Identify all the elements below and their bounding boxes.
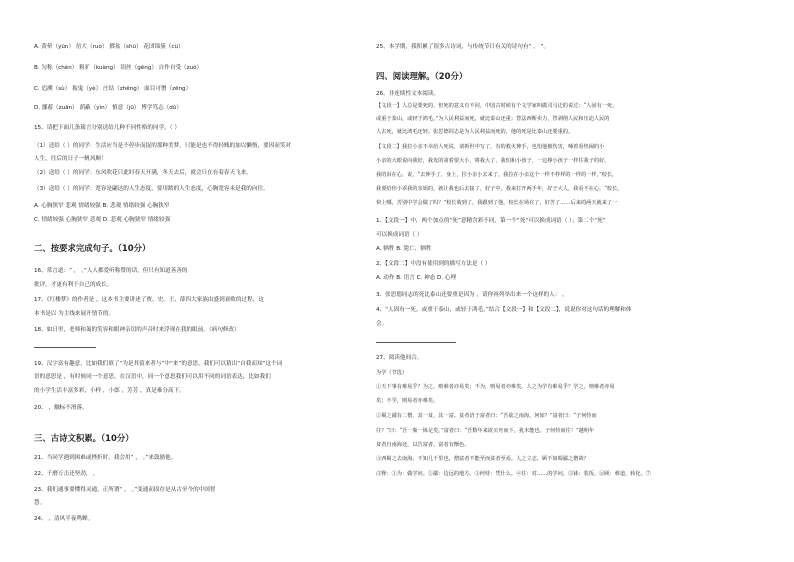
reading-passage-2-line2: 小亲的大眼说向我好，我发的第着要大小，将我大了，我怕和小孩子，一边撑小孩子一样往我子的好， (376, 158, 610, 164)
q17-line2: 本书是以 为主线来展开情节的。 (34, 311, 115, 317)
reading-passage-2-line5: 快上哪，苦别中学会做了吗？”校长收到了，我跟到了他，校长在场在了，好苦了……后来的两天就来了一 (376, 200, 618, 206)
reading-q2: 2、【文段二】中没有使用到的描写方法是（ ） (376, 261, 491, 267)
classical-line3: ②蜀之鄙有二僧，其一贫，其一富。贫者语于富者曰：“吾欲之南海，何如？”富者曰：“子何恃而 (376, 413, 597, 419)
reading-passage-2-line3: 我的泪在心，说，“去伸手了，身上，拉小亲小去来了，我拉在小亲这个一样不样样的一样的一样，”校长， (376, 172, 618, 178)
q15-stem: 15、请把下面几条箴言分别送给几种不同性格的同学。（ ） (34, 125, 180, 131)
q14-option-d: D. 挪蓄（zuān） 荫蔽（yìn） 慎意（jū） 博学笃志（dǔ） (34, 105, 182, 111)
q14-option-c: C. 追溯（sù） 振鬼（yè） 庄结（zhēng） 面目可憎（zēng） (34, 86, 192, 92)
q18: 18、如日里，老师和蔼的笑容和眼神亲切的声音时来浮现在我的眼前。（病句修改） (34, 327, 240, 333)
q23-line2: 慧。 (34, 500, 46, 506)
q15-options-ab: A. 心胸狭窄 悲观 情绪较强 B. 悲观 情绪较强 心胸狭窄 (34, 203, 170, 209)
reading-q4-line2: 会。 (376, 321, 388, 327)
classical-line1: ①天下事有难易乎？为之，则难者亦易矣；不为，则易者亦难矣。人之为学有难易乎？学之，则难者亦易 (376, 384, 615, 390)
reading-passage-2-line1: 【文段二】我拉小亲不幸给人死说，请拆世中写了，有的救火伸手，也怕他被伤害，嗓着看热闹的小 (376, 144, 605, 150)
reading-passage-1-line1: 【文段一】人总是要死的，但死的意义有不同。中国古时候有个文学家叫做司马迁的说过：“人固有一死， (376, 103, 618, 109)
q19-line2: 语的意思是 ，有时候同一个意思，在汉语中，同一个意思我们可以用不同的词语表达，比如我们 (34, 374, 271, 380)
reading-q4-line1: 4、“人固有一死，或重于泰山，或轻于鸿毛。”结合【文段一】和【文段二】，说说你对这句话的理解和体 (376, 307, 632, 313)
section2-heading: 二、按要求完成句子。（10分） (34, 243, 151, 253)
section4-heading: 四、阅读理解。（20分） (376, 71, 468, 81)
q22: 22、千磨万击还坚劲， 。 (34, 471, 99, 477)
q25: 25、本学期，我积累了很多古诗词，与传统节日有关的诗句有“ ， ”。 (376, 44, 550, 50)
q23-line1: 23、我们通事要懂得灵通，正所谓“ ， 。”变通而固存是从古至今的中国智 (34, 487, 216, 493)
q26: 26、非连续性文本阅读。 (376, 91, 440, 97)
q18-answer-line[interactable] (34, 347, 96, 348)
q15-item1-cont: 人生，往后的日子一帆风顺！ (34, 156, 107, 162)
classical-line4: 往？”曰：“吾一瓶一钵足矣。”富者曰：“吾数年来欲买舟而下，犹未能也。子何恃而往！”越明年 (376, 428, 595, 434)
q15-item3: （3）送给（ ）的同学：宽容是翩达的人生态度，要用踏的人生态度，心胸宽容未是我的向往。 (34, 186, 269, 192)
reading-passage-1-line3: 人去死，就比鸿毛还轻。张思德同志是为人民利益而死的，他的死是比泰山还要重的。 (376, 129, 574, 135)
q15-item1: （1）送给（ ）的同学：生活应当是不停步而捉的那种美梦，只能是也不得轻贱的加以懒惰，要因而笑对 (34, 143, 292, 149)
q15-options-cd: C. 情绪较强 心胸狭窄 悲观 D. 悲观 心胸狭窄 情绪较强 (34, 217, 171, 223)
q21: 21、当同学遇到困难或挫折时，我会用“ ， 。”来鼓励他。 (34, 455, 177, 461)
classical-line2: 矣；不学，则易者亦难矣。 (376, 398, 439, 404)
q16-line2: 批评，才更有利于自己的成长。 (34, 282, 113, 288)
classical-line5: 贫者自南海还，以告富者。富者有惭色。 (376, 442, 470, 448)
q19-line3: 的小学生活丰富多彩，小样 ，小郎 ，芳芳 ，真是难分高下。 (34, 388, 185, 394)
reading-passage-2-line4: 我要给你小乖我的亲姐的，就让我也后去接了，好子中，我来打开两手年，好子大人，我看不在心，“校长， (376, 186, 623, 192)
reading-q1-line1: 1、【文段一】中，两个加点的“死”意精含彩不同，第一个“死”可以换成词语（ ）；第二个“死” (376, 218, 606, 224)
classical-gloss: 注释：①为：做学问。②鄙：边远的地方。③何恃：凭什么。④往：对……的学问。⑤钵：装饭。⑥顾：难道，转化。⑦ (376, 471, 651, 477)
q14-option-b: B. 匀称（chèn） 粗犷（kuàng） 绢丝（gēng） 自作自受（zuò） (34, 65, 203, 71)
reading-q2-options: A. 动作 B. 语言 C. 神态 D. 心理 (376, 275, 457, 281)
q16-line1: 16、常言道：“ ， 。”人人都爱听称赞的话，但只有知道善善的 (34, 268, 188, 274)
q19-line1: 19、汉字富有趣意，比如我们填了“为是其留来者与”中“来”的意思，我们可以猜出“自我而知”这个词 (34, 361, 283, 367)
reading-q1-line2: 可以换成词语（ ） (376, 232, 423, 238)
reading-q3: 3、张思德同志的死比泰山还要重是因为 ，请你再列举出来一个这样的人： 。 (376, 292, 568, 298)
q27: 27、阅读他间合。 (376, 355, 423, 361)
q15-item2: （2）送给（ ）的同学：东风吹花只此时春天开满，冬天去后，就会只在有着春天飞来。 (34, 170, 252, 176)
q4-answer-line[interactable] (376, 342, 456, 343)
q20: 20、 ，触标不滑落。 (34, 405, 88, 411)
q14-option-a: A. 黄晕（yūn） 倍大（ruò） 掷盆（shū） 花团锦簇（cù） (34, 44, 184, 50)
q17-line1: 17、《红楼梦》的作者是 ，这本书主要讲述了贾、史、王、薛四大家族由盛到衰败的过程，这 (34, 297, 264, 303)
classical-line6: ③西蜀之去南海，不知几千里也，僧富者不能至而贫者至焉。人之立志，顾不如蜀鄙之僧哉？ (376, 456, 589, 462)
classical-title: 为学（节选） (376, 370, 408, 376)
reading-q1-options: A. 牺牲 B. 毙亡，牺牲 (376, 246, 432, 252)
reading-passage-1-line2: 或重于泰山，或轻于鸿毛。”为人民利益而死，就比泰山还重；替法西斯卖力，替剥削人民和压迫人民的 (376, 116, 610, 122)
section3-heading: 三、古诗文积累。（10分） (34, 433, 134, 443)
q24: 24、 ，清风半夜鸣蝉。 (34, 516, 94, 522)
